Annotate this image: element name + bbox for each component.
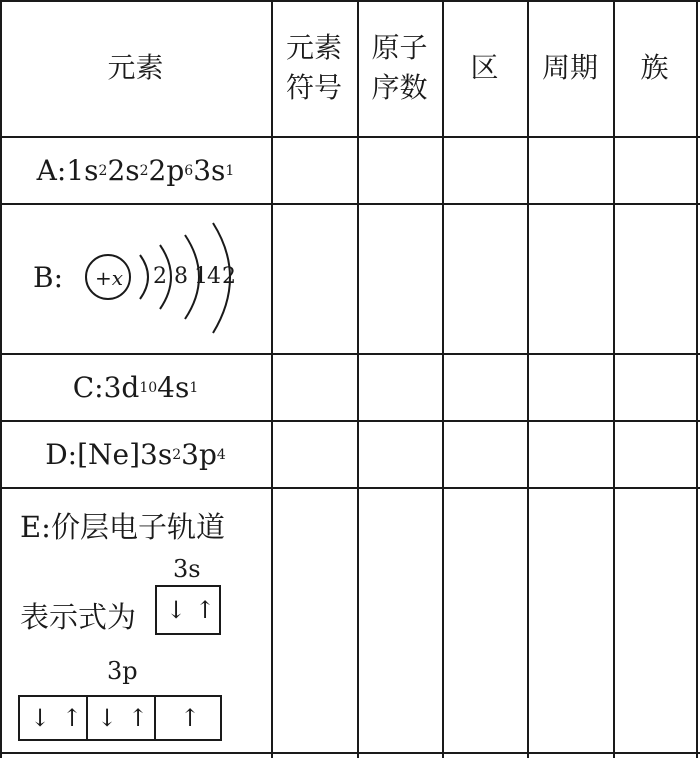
header-element	[0, 0, 271, 136]
shell-arc-1	[140, 255, 148, 299]
row-e-cell	[0, 489, 271, 752]
row-d-prefix: D:	[45, 438, 78, 471]
orbital-3p-1-arrow-down: ↓	[30, 704, 51, 732]
row-c-config: C: 3d 10 4s 1	[72, 371, 199, 404]
orbital-3p-1-arrow-up: ↑	[62, 704, 83, 732]
row-e-line2: 表示式为	[20, 600, 137, 634]
shell-count-2: 8	[174, 264, 188, 289]
orbital-3p-label: 3p	[107, 657, 138, 685]
header-block	[442, 0, 527, 136]
row-a-orbital-3: 2p	[148, 154, 185, 187]
row-b-cell	[0, 205, 271, 353]
orbital-3p-3-arrow-up: ↑	[180, 704, 201, 732]
row-a-config: A: 1s 2 2s 2 2p 6 3s 1	[36, 154, 235, 187]
header-period-text: 周期	[541, 51, 598, 84]
row-c-orbital-1: 3d	[103, 371, 140, 404]
border-bottom	[0, 752, 700, 754]
row-d-orbital-2: 3p	[181, 438, 217, 471]
header-symbol-line2: 符号	[285, 71, 342, 104]
header-symbol-line1: 元素	[285, 31, 342, 64]
row-c-prefix: C:	[72, 371, 104, 404]
header-atomic-line1: 原子	[371, 31, 428, 64]
header-atomic-line2: 序数	[371, 71, 428, 104]
header-period	[527, 0, 613, 136]
row-b-prefix: B:	[33, 261, 64, 294]
orbital-3p-2-arrow-down: ↓	[97, 704, 118, 732]
orbital-3s-label: 3s	[173, 555, 201, 583]
shell-count-3: 14	[194, 264, 220, 289]
row-d-config: D: [Ne] 3s 2 3p 4	[45, 438, 226, 471]
row-e-line1: E:价层电子轨道	[20, 510, 225, 544]
orbital-3s-arrow-up: ↑	[195, 596, 216, 624]
row-d-core: [Ne]	[77, 438, 141, 471]
row-a-orbital-1: 1s	[66, 154, 99, 187]
row-a-orbital-4: 3s	[193, 154, 226, 187]
row-c-orbital-2: 4s	[157, 371, 190, 404]
orbital-3p-2-arrow-up: ↑	[128, 704, 149, 732]
header-atomic-number	[357, 0, 442, 136]
header-block-text: 区	[470, 51, 499, 84]
header-element-text: 元素	[107, 51, 164, 84]
row-d-orbital-1: 3s	[140, 438, 173, 471]
header-symbol	[271, 0, 357, 136]
shell-count-4: 2	[222, 264, 236, 289]
border-right	[696, 0, 698, 758]
header-group-text: 族	[640, 51, 669, 84]
orbital-3s-arrow-down: ↓	[166, 596, 187, 624]
nucleus-charge: +x	[95, 266, 124, 290]
shell-count-1: 2	[153, 264, 167, 289]
row-a-prefix: A:	[36, 154, 67, 187]
header-group	[613, 0, 696, 136]
row-a-orbital-2: 2s	[107, 154, 140, 187]
